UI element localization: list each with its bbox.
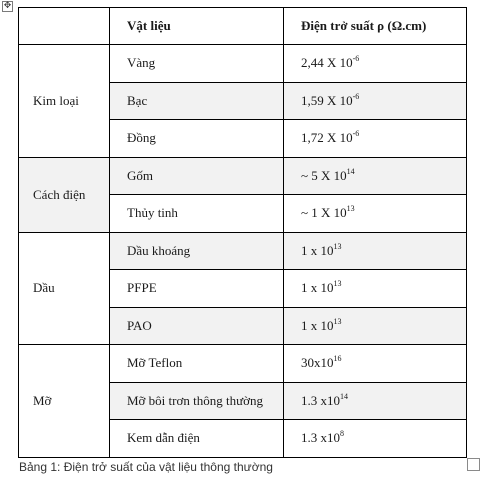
resistivity-cell — [284, 307, 467, 345]
resistivity-exponent: -6 — [352, 129, 360, 139]
header-corner — [19, 8, 110, 45]
resistivity-cell — [284, 120, 467, 158]
resistivity-base: ~ 5 X 10 — [301, 167, 347, 183]
resistivity-cell — [284, 382, 467, 420]
header-material: Vật liệu — [110, 8, 284, 45]
resistivity-cell — [284, 157, 467, 195]
resistivity-table — [18, 7, 467, 458]
group-label: Kim loại — [19, 45, 110, 158]
resistivity-cell — [284, 82, 467, 120]
resistivity-exponent: 8 — [340, 429, 344, 439]
table-header-row — [19, 8, 467, 45]
material-cell: Mỡ bôi trơn thông thường — [110, 382, 284, 420]
table-move-handle-icon[interactable]: ✥ — [3, 1, 12, 11]
table-row — [19, 345, 467, 383]
resistivity-exponent: 13 — [346, 204, 355, 214]
resistivity-cell — [284, 45, 467, 83]
resistivity-base: 1.3 x10 — [301, 430, 340, 446]
table-row — [19, 45, 467, 83]
material-cell: Bạc — [110, 82, 284, 120]
resistivity-exponent: 14 — [340, 391, 348, 401]
resistivity-base: 1.3 x10 — [301, 392, 340, 408]
group-label: Mỡ — [19, 345, 110, 458]
material-cell: PAO — [110, 307, 284, 345]
material-cell: PFPE — [110, 270, 284, 308]
resistivity-exponent: 16 — [333, 354, 342, 364]
resistivity-base: ~ 1 X 10 — [301, 205, 347, 221]
resistivity-base: 1,59 X 10 — [301, 92, 353, 108]
material-cell: Thủy tinh — [110, 195, 284, 233]
resistivity-cell — [284, 270, 467, 308]
material-cell: Dầu khoáng — [110, 232, 284, 270]
resistivity-base: 1 x 10 — [301, 280, 334, 296]
table-caption: Bảng 1: Điện trở suất của vật liệu thông thường — [19, 460, 273, 474]
header-resistivity: Điện trở suất ρ (Ω.cm) — [284, 8, 467, 45]
resistivity-exponent: 14 — [346, 166, 355, 176]
resistivity-base: 1 x 10 — [301, 242, 334, 258]
resistivity-cell — [284, 232, 467, 270]
resistivity-exponent: -6 — [352, 54, 360, 64]
table-row — [19, 157, 467, 195]
resistivity-exponent: -6 — [352, 91, 360, 101]
material-cell: Kem dẫn điện — [110, 420, 284, 458]
resistivity-cell — [284, 345, 467, 383]
table-row — [19, 232, 467, 270]
material-cell: Đồng — [110, 120, 284, 158]
resistivity-base: 2,44 X 10 — [301, 55, 353, 71]
resistivity-exponent: 13 — [333, 279, 342, 289]
resistivity-exponent: 13 — [333, 241, 342, 251]
resistivity-base: 30x10 — [301, 355, 334, 371]
group-label: Cách điện — [19, 157, 110, 232]
resistivity-cell — [284, 195, 467, 233]
text-cursor — [466, 318, 467, 330]
group-label: Dầu — [19, 232, 110, 345]
material-cell: Mỡ Teflon — [110, 345, 284, 383]
material-cell: Vàng — [110, 45, 284, 83]
material-cell: Gốm — [110, 157, 284, 195]
resistivity-base: 1 x 10 — [301, 317, 334, 333]
resistivity-cell — [284, 420, 467, 458]
resistivity-base: 1,72 X 10 — [301, 130, 353, 146]
table-resize-handle-icon[interactable] — [467, 458, 480, 471]
resistivity-exponent: 13 — [333, 316, 342, 326]
